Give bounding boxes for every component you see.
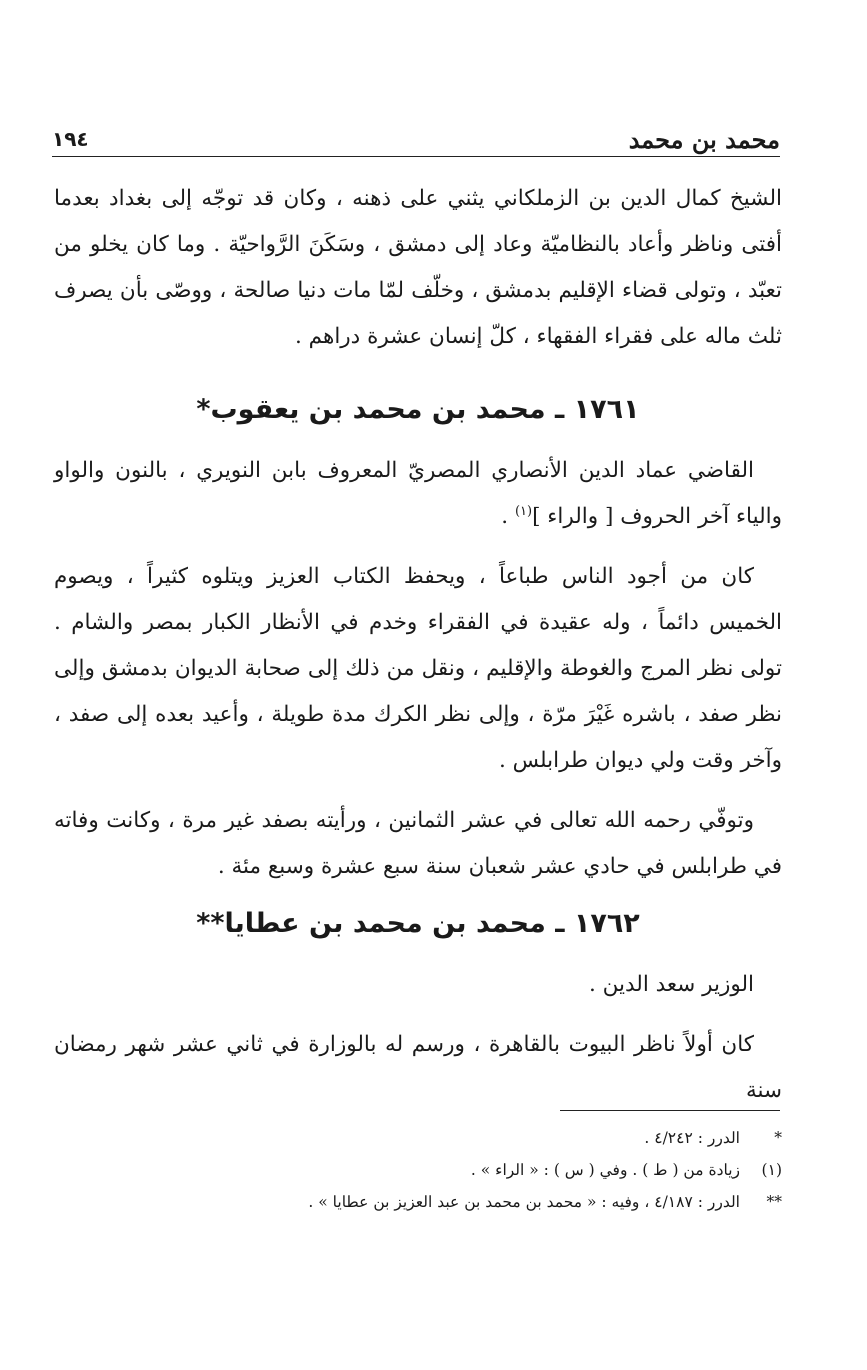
- footnote-divider: [560, 1110, 780, 1111]
- footnote-mark: *: [774, 1129, 782, 1147]
- paragraph-entry-1762-career: كان أولاً ناظر البيوت بالقاهرة ، ورسم له بالوزارة في ثاني عشر شهر رمضان سنة: [54, 1032, 782, 1103]
- paragraph-entry-1761-intro-text: القاضي عماد الدين الأنصاري المصريّ المعروف بابن النويري ، بالنون والواو والياء آخر الحروف [ والراء ]: [54, 458, 782, 529]
- running-title: محمد بن محمد: [628, 124, 780, 154]
- running-header: [52, 122, 780, 157]
- body-text: [54, 176, 782, 1114]
- paragraph-entry-1761-career: كان من أجود الناس طباعاً ، ويحفظ الكتاب العزيز ويتلوه كثيراً ، ويصوم الخميس دائماً ، وله عقيدة في الفقراء وخدم في الأنظار الكبار بمصر والشام . تولى نظر المرج والغوطة والإقليم ، ونقل من ذلك إلى صحابة الديوان بدمشق وإلى نظر صفد ، باشره غَيْرَ مرّة ، وإلى نظر الكرك مدة طويلة ، وأعيد بعده إلى صفد ، وآخر وقت ولي ديوان طرابلس .: [54, 564, 782, 773]
- footnote-mark: (١): [761, 1161, 782, 1179]
- paragraph-entry-1761-intro: [54, 448, 782, 540]
- footnote: [60, 1122, 782, 1154]
- footnote-reference: (١): [514, 503, 533, 519]
- footnotes: [60, 1122, 782, 1218]
- entry-heading-1762: ١٧٦٢ ـ محمد بن محمد بن عطايا**: [196, 908, 640, 939]
- page-number: ١٩٤: [52, 127, 89, 151]
- footnote-text: الدرر : ٤/٢٤٢ .: [644, 1129, 740, 1147]
- paragraph-entry-1761-death: وتوفّي رحمه الله تعالى في عشر الثمانين ، ورأيته بصفد غير مرة ، وكانت وفاته في طرابلس في حادي عشر شعبان سنة سبع عشرة وسبع مئة .: [54, 808, 782, 879]
- entry-heading-1761: ١٧٦١ ـ محمد بن محمد بن يعقوب*: [196, 394, 640, 425]
- footnote: [60, 1186, 782, 1218]
- paragraph-continuation: الشيخ كمال الدين بن الزملكاني يثني على ذهنه ، وكان قد توجّه إلى بغداد بعدما أفتى وناظر وأعاد بالنظاميّة وعاد إلى دمشق ، وسَكَنَ الرَّواحيّة . وما كان يخلو من تعبّد ، وتولى قضاء الإقليم بدمشق ، وخلّف لمّا مات دنيا صالحة ، ووصّى بأن يصرف ثلث ماله على فقراء الفقهاء ، كلّ إنسان عشرة دراهم .: [54, 186, 782, 349]
- footnote-text: زيادة من ( ط ) . وفي ( س ) : « الراء » .: [470, 1161, 740, 1179]
- footnote: [60, 1154, 782, 1186]
- paragraph-end-mark: .: [501, 504, 515, 529]
- paragraph-entry-1762-intro: الوزير سعد الدين .: [588, 972, 754, 997]
- footnote-mark: **: [766, 1193, 782, 1211]
- footnote-text: الدرر : ٤/١٨٧ ، وفيه : « محمد بن محمد بن عبد العزيز بن عطايا » .: [308, 1193, 740, 1211]
